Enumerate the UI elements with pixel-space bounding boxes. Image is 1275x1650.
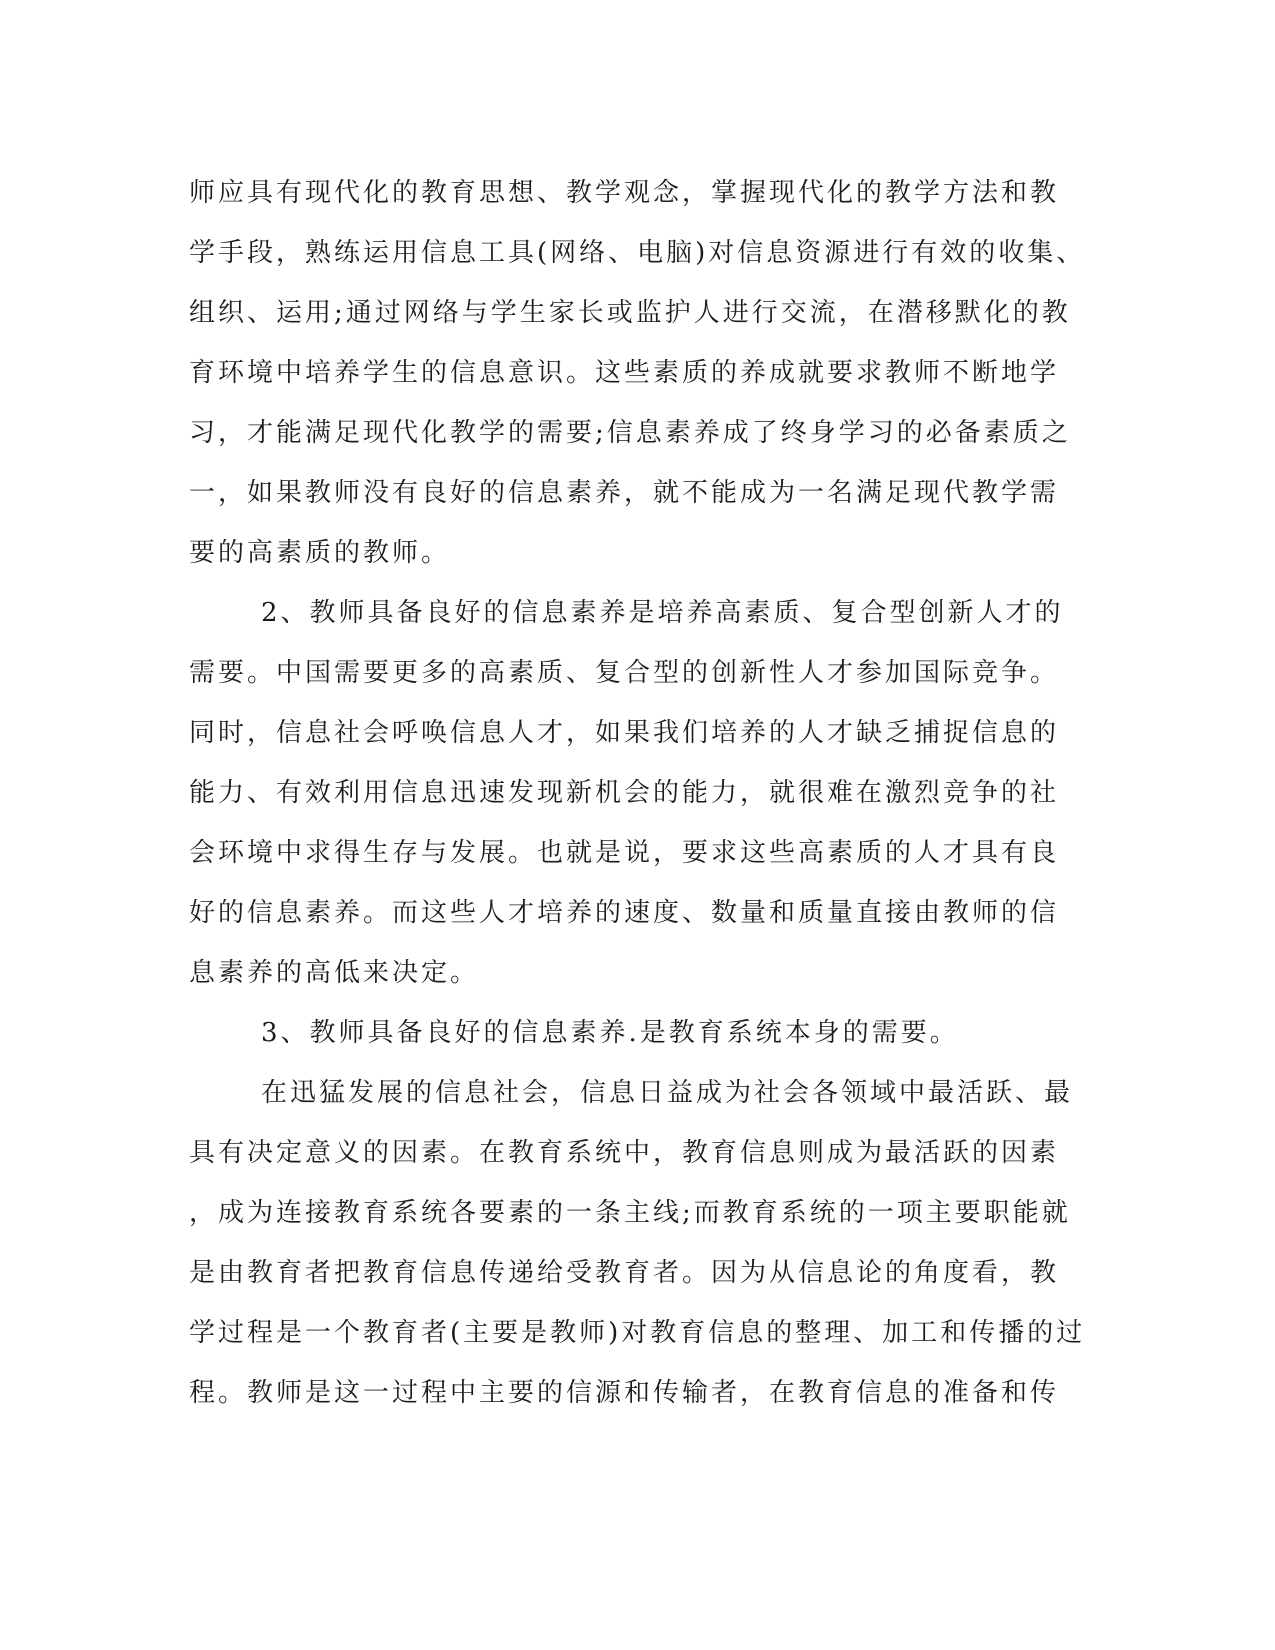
- text-line: 具有决定意义的因素。在教育系统中，教育信息则成为最活跃的因素: [189, 1138, 1060, 1168]
- text-line: 要的高素质的教师。: [189, 538, 451, 568]
- text-line-paragraph-start: 2、教师具备良好的信息素养是培养高素质、复合型创新人才的: [261, 598, 1064, 628]
- text-line: 育环境中培养学生的信息意识。这些素质的养成就要求教师不断地学: [189, 358, 1060, 388]
- text-line: 组织、运用;通过网络与学生家长或监护人进行交流，在潜移默化的教: [189, 298, 1071, 328]
- body-text: [189, 163, 1089, 1423]
- text-line: 学过程是一个教育者(主要是教师)对教育信息的整理、加工和传播的过: [189, 1318, 1086, 1348]
- text-line-paragraph-start: 3、教师具备良好的信息素养.是教育系统本身的需要。: [261, 1018, 959, 1048]
- text-line: 好的信息素养。而这些人才培养的速度、数量和质量直接由教师的信: [189, 898, 1060, 928]
- text-line: 程。教师是这一过程中主要的信源和传输者，在教育信息的准备和传: [189, 1378, 1060, 1408]
- text-line: 师应具有现代化的教育思想、教学观念，掌握现代化的教学方法和教: [189, 178, 1060, 208]
- text-line: ，成为连接教育系统各要素的一条主线;而教育系统的一项主要职能就: [189, 1198, 1071, 1228]
- text-line: 学手段，熟练运用信息工具(网络、电脑)对信息资源进行有效的收集、: [189, 238, 1086, 268]
- text-line: 一，如果教师没有良好的信息素养，就不能成为一名满足现代教学需: [189, 478, 1060, 508]
- text-line: 习，才能满足现代化教学的需要;信息素养成了终身学习的必备素质之: [189, 418, 1071, 448]
- text-line: 会环境中求得生存与发展。也就是说，要求这些高素质的人才具有良: [189, 838, 1060, 868]
- text-line: 能力、有效利用信息迅速发现新机会的能力，就很难在激烈竞争的社: [189, 778, 1060, 808]
- text-line: 需要。中国需要更多的高素质、复合型的创新性人才参加国际竞争。: [189, 658, 1060, 688]
- text-line-paragraph-start: 在迅猛发展的信息社会，信息日益成为社会各领域中最活跃、最: [261, 1078, 1074, 1108]
- text-line: 同时，信息社会呼唤信息人才，如果我们培养的人才缺乏捕捉信息的: [189, 718, 1060, 748]
- text-line: 息素养的高低来决定。: [189, 958, 480, 988]
- text-line: 是由教育者把教育信息传递给受教育者。因为从信息论的角度看，教: [189, 1258, 1060, 1288]
